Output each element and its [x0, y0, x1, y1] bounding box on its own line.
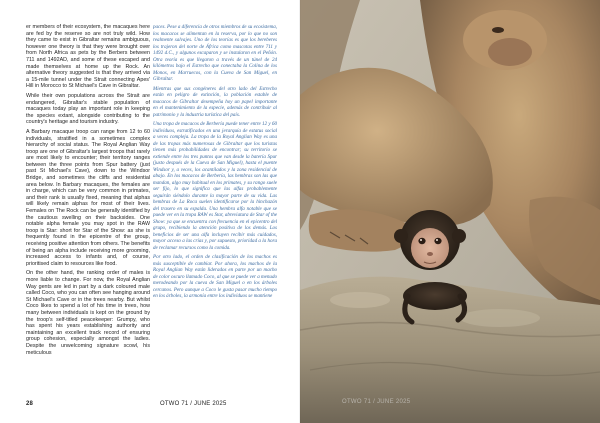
english-paragraph: er members of their ecosystem, the macaques here are fed by the reserve so are not truly wild. How they came to exist in Gibraltar remains ambiguous, however one theory is that they were brought over from North Africa as pets by the Berbers between 711 and 1492AD, and some of these escaped and made themselves at home up the Rock. An alternative theory suggested is that they arrived via a 15-mile tunnel under the Strait connecting Apes' Hill in Morocco to St Michael's Cave in Gibraltar. [26, 24, 150, 90]
watermark-issue-label: OTWO 71 / JUNE 2025 [342, 399, 411, 405]
page-gutter [299, 0, 301, 423]
macaque-photo [300, 0, 600, 423]
right-page [300, 0, 600, 423]
english-paragraph: A Barbary macaque troop can range from 12 to 60 individuals, stratified in a sometimes complex hierarchy of social status. The Royal Anglian Way troop are one of Gibraltar's largest troops that rarely are most likely to encounter; their territory ranges between the three points from Spur battery (just past St Michael's Cave), down to the Windsor Bridge, and sometimes the cliffs and residential area below. In Barbary macaques, the females are in charge, which can be very common in primates, and their rank is usually fixed, meaning that alphas will likely remain alphas for most of their lives. Females on The Rock can be generally identified by the cautious swelling on their backsides. One notable alpha female you may spot in the RAW troop is Star: short for Star of the Show: as she is frequently found in the epicentre of the group, receiving positive attention from others. The benefits of being an alpha include receiving more grooming, increased access to infants and, of course, prioritised claim to resources like food. [26, 128, 150, 267]
english-paragraph: On the other hand, the ranking order of males is more liable to change. For now, the Royal Anglian Way gents are led in part by a dark coloured male called Coco, who you can often see hanging around St Michael's Cave or in the trees nearby. But whilst Coco likes to spend a lot of his time in trees, how many between individuals is kept on the ground by the troop's self-titled peacekeeper: Grumpy, who has spent his years establishing authority and maintaining an excellent track record of ensuring group cohesion, especially amongst the ladies. Despite the unwelcoming signature scowl, his meticulous [26, 270, 150, 356]
page-number: 28 [26, 401, 34, 407]
english-paragraph: While their own populations across the Strait are endangered, Gibraltar's stable population of macaques today play an important role in keeping the species extant, alongside contributing to the country's heritage and tourism industry. [26, 92, 150, 126]
english-column [26, 24, 150, 396]
spanish-column [153, 24, 277, 396]
spanish-paragraph: paces. Pese a diferencia de otros miembros de su ecosistema, los macacos se alimentan en la reserva, por lo que no son realmente salvajes. Uno de los teorías es que los bereberes los trajeron del norte de África como mascotas entre 711 y 1492 d.C., y algunos escaparon y se instalaron en el Peñón. Otra teoría es que llegaron a través de un túnel de 24 kilómetros bajo el Estrecho que conectaba la Colina de los Monos, en Marruecos, con la Cueva de San Miguel, en Gibraltar. [153, 24, 277, 82]
spanish-paragraph: Mientras que sus congéneres del otro lado del Estrecho están en peligro de extinción, la población estable de macacos de Gibraltar desempeña hoy un papel importante en el mantenimiento de la especie, además de contribuir al patrimonio y la industria turística del país. [153, 85, 277, 118]
spanish-paragraph: Una tropa de macacos de Berbería puede tener entre 12 y 60 individuos, estratificados en una jerarquía de estatus social a veces compleja. La tropa de la Royal Anglian Way es una de las tropas más numerosas de Gibraltar que los turistas tienen más probabilidades de encontrar; su territorio se extiende entre los tres puntos que van desde la batería Spur (justo después de la Cueva de San Miguel), hasta el puente Windsor y, a veces, los acantilados y la zona residencial de abajo. En los macacos de Berbería, las hembras son las que mandan, algo muy habitual en los primates, y su rango suele ser fijo, lo que significa que las alfas probablemente seguirán siéndolo durante la mayor parte de su vida. Las hembras de La Roca suelen identificarse por la hinchazón del trasero en su espalda. Una hembra alfa notable que se puede ver en la tropa RAW es Star, abreviatura de Star of the Show: ya que se encuentra con frecuencia en el epicentro del grupo, recibiendo la atención positiva de los demás. Los beneficios de ser una alfa incluyen recibir más cuidados, mayor acceso a las crías y, por supuesto, prioridad a la hora de reclamar recursos como la comida. [153, 121, 277, 251]
issue-label: OTWO 71 / JUNE 2025 [160, 401, 227, 407]
spanish-paragraph: Por otro lado, el orden de clasificación de los machos es más susceptible de cambiar. Por ahora, los machos de la Royal Anglian Way están liderados en parte por un macho de color oscuro llamado Coco, al que se puede ver a menudo merodeando por la cueva de San Miguel o en los árboles cercanos. Pero aunque a Coco le gusta pasar mucho tiempo en los árboles, la armonía entre los individuos se mantiene [153, 254, 277, 299]
